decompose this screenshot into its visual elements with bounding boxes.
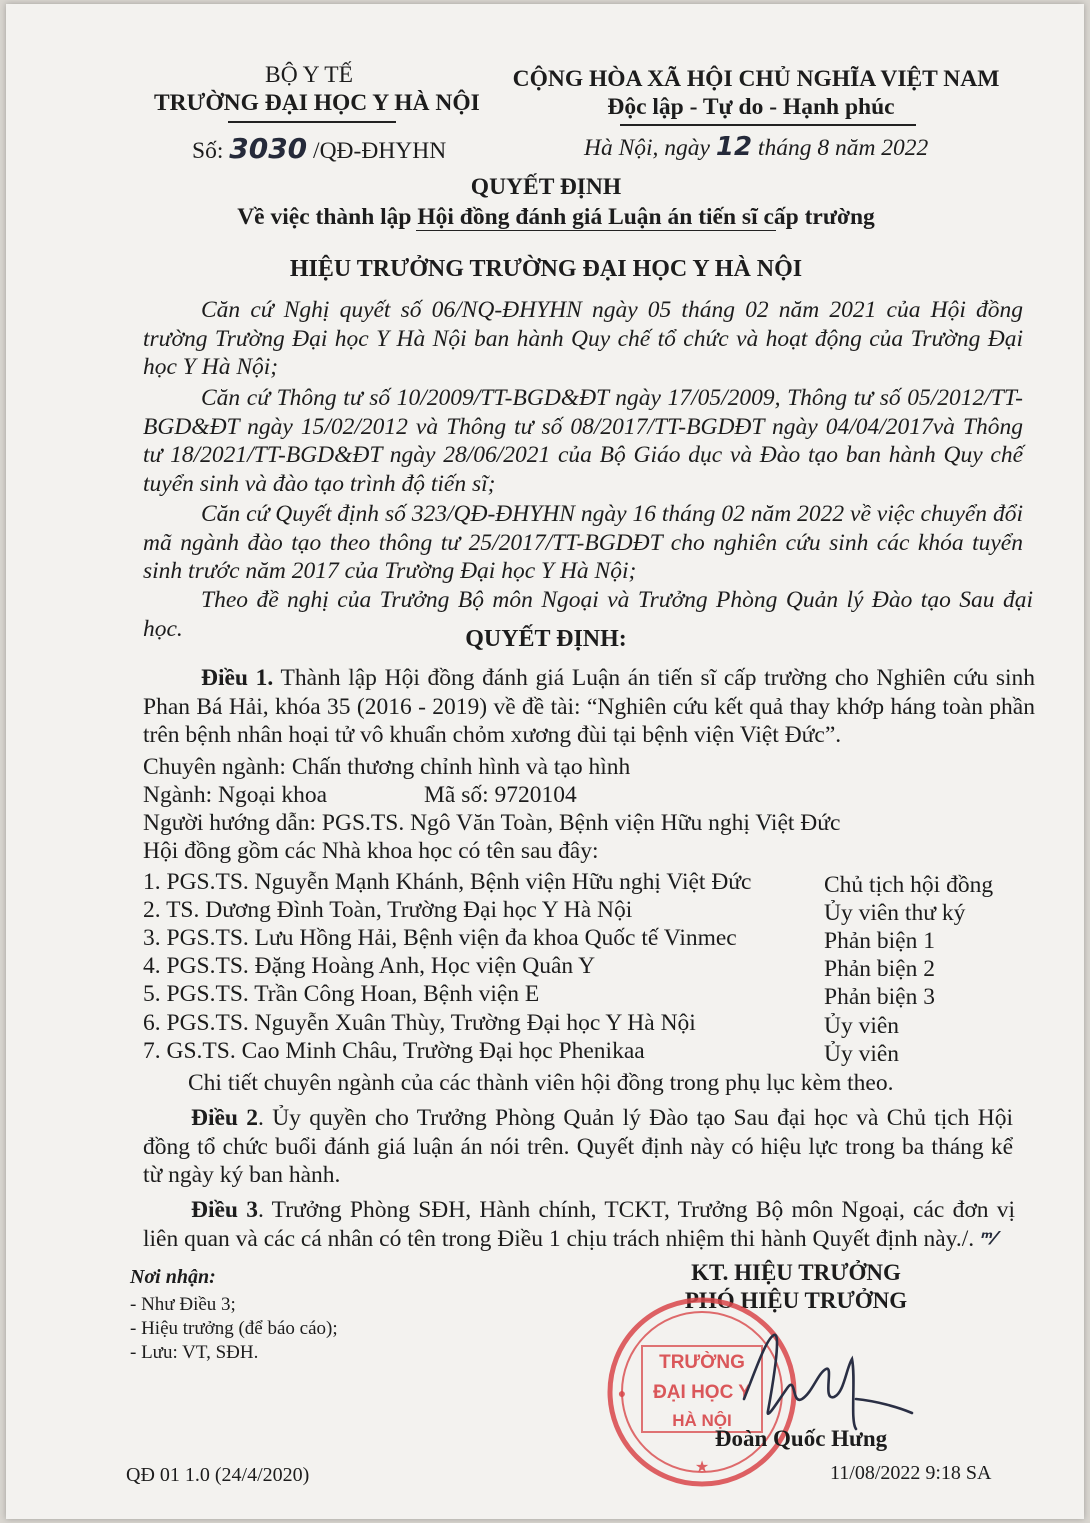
specialty: Chuyên ngành: Chấn thương chỉnh hình và tạo hình <box>143 754 631 780</box>
member-name: 4. PGS.TS. Đặng Hoàng Anh, Học viện Quân Y <box>143 953 596 979</box>
recipients-heading: Nơi nhận: <box>130 1266 216 1288</box>
field-code: Mã số: 9720104 <box>424 782 577 808</box>
recipient-item: - Lưu: VT, SĐH. <box>130 1342 259 1363</box>
seal-dot-left-icon: ● <box>617 1387 627 1402</box>
issue-date <box>584 132 928 162</box>
seal-star-icon: ★ <box>694 1459 710 1476</box>
recipient-item: - Như Điều 3; <box>130 1294 236 1315</box>
member-role: Ủy viên <box>824 1041 900 1067</box>
form-code: QĐ 01 1.0 (24/4/2020) <box>126 1464 310 1486</box>
appendix-note: Chi tiết chuyên ngành của các thành viên hội đồng trong phụ lục kèm theo. <box>188 1070 894 1096</box>
republic-name: CỘNG HÒA XÃ HỘI CHỦ NGHĨA VIỆT NAM <box>512 66 1000 92</box>
article-3: Điều 3. Trưởng Phòng SĐH, Hành chính, TCKT, Trưởng Bộ môn Ngoại, các đơn vị liên quan và các cá nhân có tên trong Điều 1 chịu trách nhiệm thi hành Quyết định này./. <box>143 1197 1016 1252</box>
member-role: Phản biện 1 <box>824 928 935 954</box>
article-2: Điều 2. Ủy quyền cho Trưởng Phòng Quản lý Đào tạo Sau đại học và Chủ tịch Hội đồng tổ chức buổi đánh giá luận án nói trên. Quyết định này có hiệu lực trong ba tháng kể từ ngày ký ban hành. <box>143 1105 1013 1189</box>
number-handwritten: 3030 <box>229 132 308 165</box>
article-1: Điều 1. Thành lập Hội đồng đánh giá Luận án tiến sĩ cấp trường cho Nghiên cứu sinh Phan Bá Hải, khóa 35 (2016 - 2019) về đề tài: “Nghiên cứu kết quả thay khớp háng toàn phần trên bệnh nhân hoại tử vô khuẩn chỏm xương đùi tại bệnh viện Việt Đức”. <box>143 665 1035 749</box>
recipient-item: - Hiệu trưởng (để báo cáo); <box>130 1318 338 1339</box>
advisor: Người hướng dẫn: PGS.TS. Ngô Văn Toàn, Bệnh viện Hữu nghị Việt Đức <box>143 810 841 836</box>
date-day-handwritten: 12 <box>715 132 753 162</box>
member-name: 2. TS. Dương Đình Toàn, Trường Đại học Y Hà Nội <box>143 897 633 923</box>
preamble-2: Căn cứ Thông tư số 10/2009/TT-BGD&ĐT ngày 17/05/2009, Thông tư số 05/2012/TT-BGD&ĐT ngày 15/02/2012 và Thông tư số 08/2017/TT-BGDĐT ngày 04/04/2017và Thông tư 18/2021/TT-BGD&ĐT ngày 28/06/2021 của Bộ Giáo dục và Đào tạo ban hành Quy chế tuyển sinh và đào tạo trình độ tiến sĩ; <box>143 385 1023 497</box>
document-page <box>6 4 1084 1519</box>
decision-subject: Về việc thành lập Hội đồng đánh giá Luận án tiến sĩ cấp trường <box>237 204 875 230</box>
preamble-1: Căn cứ Nghị quyết số 06/NQ-ĐHYHN ngày 05 tháng 02 năm 2021 của Hội đồng trường Trường Đại học Y Hà Nội ban hành Quy chế tổ chức và hoạt động của Trường Đại học Y Hà Nội; <box>143 297 1023 381</box>
member-name: 1. PGS.TS. Nguyễn Mạnh Khánh, Bệnh viện Hữu nghị Việt Đức <box>143 869 752 895</box>
decision-title: QUYẾT ĐỊNH <box>470 174 622 200</box>
article-1-label: Điều 1. <box>201 665 274 691</box>
seal-text-university: ĐẠI HỌC Y <box>653 1382 751 1403</box>
school-name: TRƯỜNG ĐẠI HỌC Y HÀ NỘI <box>154 90 480 116</box>
member-name: 5. PGS.TS. Trần Công Hoan, Bệnh viện E <box>143 981 540 1007</box>
member-role: Ủy viên thư ký <box>824 900 966 926</box>
member-role: Ủy viên <box>824 1013 900 1039</box>
article-3-label: Điều 3 <box>191 1197 258 1223</box>
authority-heading: HIỆU TRƯỞNG TRƯỜNG ĐẠI HỌC Y HÀ NỘI <box>289 256 803 282</box>
subject-underline <box>416 230 776 231</box>
initials-mark: ᵐ⁄ <box>981 1228 996 1249</box>
signer-name: Đoàn Quốc Hưng <box>714 1426 888 1451</box>
motto: Độc lập - Tự do - Hạnh phúc <box>607 94 895 120</box>
signature-title-2: PHÓ HIỆU TRƯỞNG <box>684 1288 908 1313</box>
field: Ngành: Ngoại khoa <box>143 782 328 808</box>
school-underline <box>228 121 396 123</box>
date-suffix: tháng 8 năm 2022 <box>757 135 929 161</box>
preamble-3: Căn cứ Quyết định số 323/QĐ-ĐHYHN ngày 16 tháng 02 năm 2022 về việc chuyển đổi mã ngành đào tạo theo thông tư 25/2017/TT-BGDĐT cho nghiên cứu sinh các khóa tuyển sinh trước năm 2017 của Trường Đại học Y Hà Nội; <box>143 501 1023 585</box>
member-name: 6. PGS.TS. Nguyễn Xuân Thùy, Trường Đại học Y Hà Nội <box>143 1010 696 1036</box>
date-prefix: Hà Nội, ngày <box>584 135 710 161</box>
member-name: 3. PGS.TS. Lưu Hồng Hải, Bệnh viện đa khoa Quốc tế Vinmec <box>143 925 737 951</box>
number-suffix: /QĐ-ĐHYHN <box>313 138 447 164</box>
seal-text-school: TRƯỜNG <box>659 1352 745 1373</box>
signature-title-1: KT. HIỆU TRƯỞNG <box>691 1260 901 1285</box>
member-name: 7. GS.TS. Cao Minh Châu, Trường Đại học Phenikaa <box>143 1038 645 1064</box>
decision-heading: QUYẾT ĐỊNH: <box>465 626 627 652</box>
member-role: Chủ tịch hội đồng <box>824 872 994 898</box>
member-role: Phản biện 3 <box>824 984 935 1010</box>
print-timestamp: 11/08/2022 9:18 SA <box>830 1462 992 1484</box>
council-intro: Hội đồng gồm các Nhà khoa học có tên sau đây: <box>143 838 599 864</box>
decision-number <box>192 132 446 165</box>
number-label: Số: <box>192 138 224 164</box>
member-role: Phản biện 2 <box>824 956 935 982</box>
preamble-4: Theo đề nghị của Trưởng Bộ môn Ngoại và Trưởng Phòng Quản lý Đào tạo Sau đại học. <box>143 587 1033 642</box>
motto-underline <box>620 124 916 126</box>
ministry-name: BỘ Y TẾ <box>265 62 353 88</box>
seal-text-city: HÀ NỘI <box>672 1411 732 1430</box>
article-2-label: Điều 2 <box>191 1105 259 1131</box>
handwritten-signature <box>726 1329 916 1439</box>
